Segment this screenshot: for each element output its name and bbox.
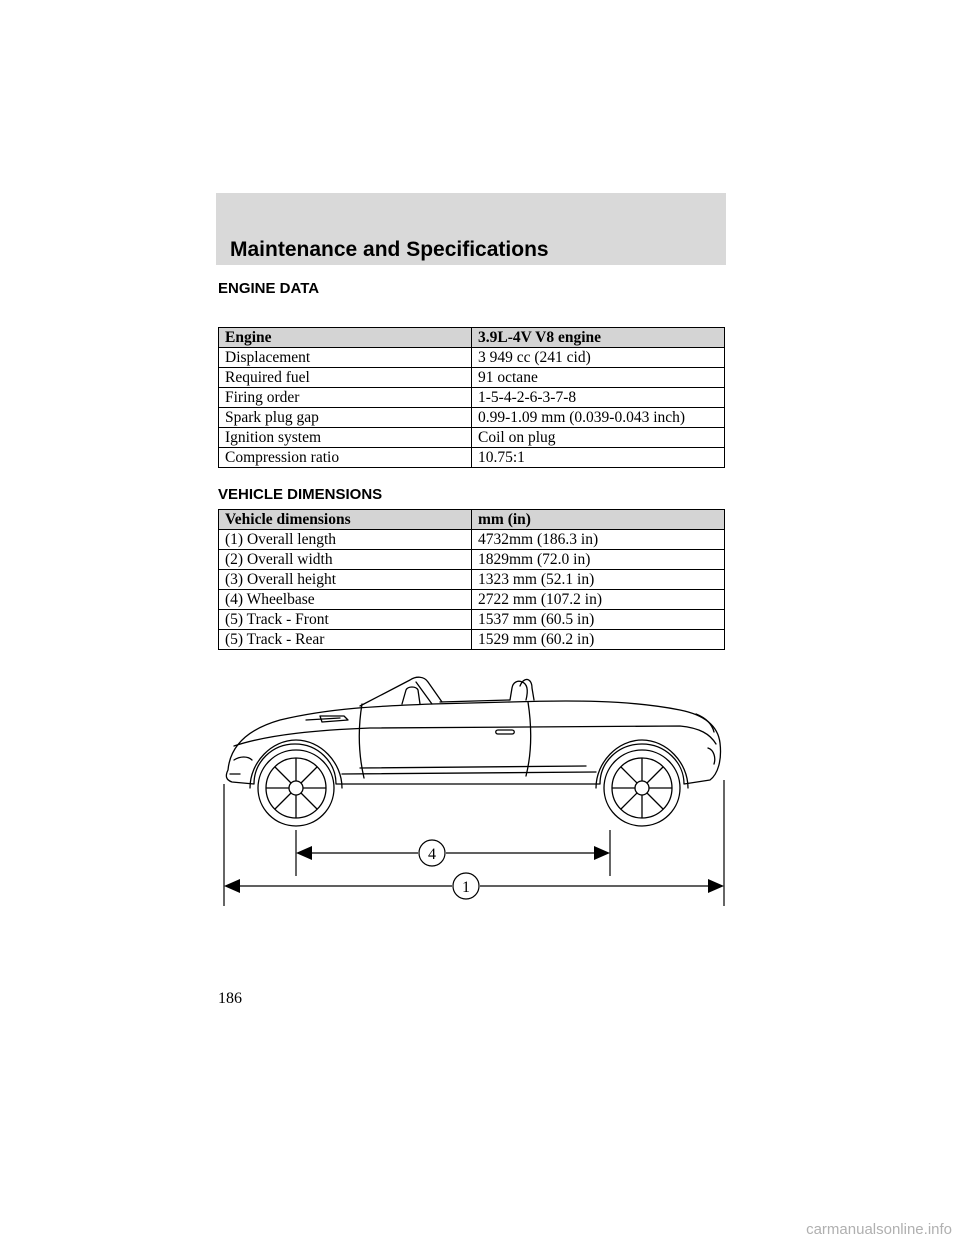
vehicle-side-view-diagram bbox=[210, 668, 740, 918]
table-cell: 1-5-4-2-6-3-7-8 bbox=[472, 388, 725, 408]
table-cell: Compression ratio bbox=[219, 448, 472, 468]
table-row bbox=[219, 610, 725, 630]
column-header: Engine bbox=[219, 328, 472, 348]
table-cell: (5) Track - Front bbox=[219, 610, 472, 630]
table-cell: 0.99-1.09 mm (0.039-0.043 inch) bbox=[472, 408, 725, 428]
column-header: Vehicle dimensions bbox=[219, 510, 472, 530]
table-header-row bbox=[219, 328, 725, 348]
front-wheel bbox=[258, 750, 334, 826]
table-cell: Firing order bbox=[219, 388, 472, 408]
page-number: 186 bbox=[218, 990, 242, 1007]
header-band bbox=[216, 193, 726, 265]
wheelbase-dimension bbox=[296, 830, 610, 876]
table-row bbox=[219, 348, 725, 368]
column-header: 3.9L-4V V8 engine bbox=[472, 328, 725, 348]
body-character-line bbox=[234, 726, 716, 746]
table-cell: Required fuel bbox=[219, 368, 472, 388]
table-cell: 2722 mm (107.2 in) bbox=[472, 590, 725, 610]
column-header: mm (in) bbox=[472, 510, 725, 530]
door-handle bbox=[496, 730, 515, 734]
headlight bbox=[234, 757, 252, 760]
vehicle-dimensions-heading: VEHICLE DIMENSIONS bbox=[218, 486, 383, 503]
table-cell: Spark plug gap bbox=[219, 408, 472, 428]
table-row bbox=[219, 630, 725, 650]
table-cell: Ignition system bbox=[219, 428, 472, 448]
table-cell: Displacement bbox=[219, 348, 472, 368]
engine-data-table bbox=[218, 327, 725, 468]
table-row bbox=[219, 428, 725, 448]
engine-data-heading: ENGINE DATA bbox=[218, 280, 320, 297]
table-cell: 1323 mm (52.1 in) bbox=[472, 570, 725, 590]
overall-length-label: 1 bbox=[462, 879, 470, 896]
table-row bbox=[219, 388, 725, 408]
table-cell: 10.75:1 bbox=[472, 448, 725, 468]
table-row bbox=[219, 368, 725, 388]
table-row bbox=[219, 530, 725, 550]
table-cell: 1829mm (72.0 in) bbox=[472, 550, 725, 570]
table-cell: (3) Overall height bbox=[219, 570, 472, 590]
wheelbase-label: 4 bbox=[428, 846, 436, 863]
seat-rear bbox=[510, 681, 527, 700]
table-row bbox=[219, 590, 725, 610]
table-cell: (2) Overall width bbox=[219, 550, 472, 570]
table-header-row bbox=[219, 510, 725, 530]
page-title: Maintenance and Specifications bbox=[230, 238, 549, 261]
table-cell: 3 949 cc (241 cid) bbox=[472, 348, 725, 368]
rocker-line bbox=[342, 772, 596, 774]
table-cell: 1529 mm (60.2 in) bbox=[472, 630, 725, 650]
table-cell: 1537 mm (60.5 in) bbox=[472, 610, 725, 630]
watermark: carmanualsonline.info bbox=[806, 1221, 952, 1238]
tail-light bbox=[708, 748, 715, 764]
table-cell: (5) Track - Rear bbox=[219, 630, 472, 650]
table-row bbox=[219, 570, 725, 590]
table-cell: 91 octane bbox=[472, 368, 725, 388]
table-row bbox=[219, 408, 725, 428]
table-row bbox=[219, 550, 725, 570]
table-cell: (4) Wheelbase bbox=[219, 590, 472, 610]
vehicle-dimensions-table bbox=[218, 509, 725, 650]
rear-wheel bbox=[604, 750, 680, 826]
table-row bbox=[219, 448, 725, 468]
seat-front bbox=[402, 687, 420, 704]
table-cell: (1) Overall length bbox=[219, 530, 472, 550]
table-cell: Coil on plug bbox=[472, 428, 725, 448]
table-cell: 4732mm (186.3 in) bbox=[472, 530, 725, 550]
